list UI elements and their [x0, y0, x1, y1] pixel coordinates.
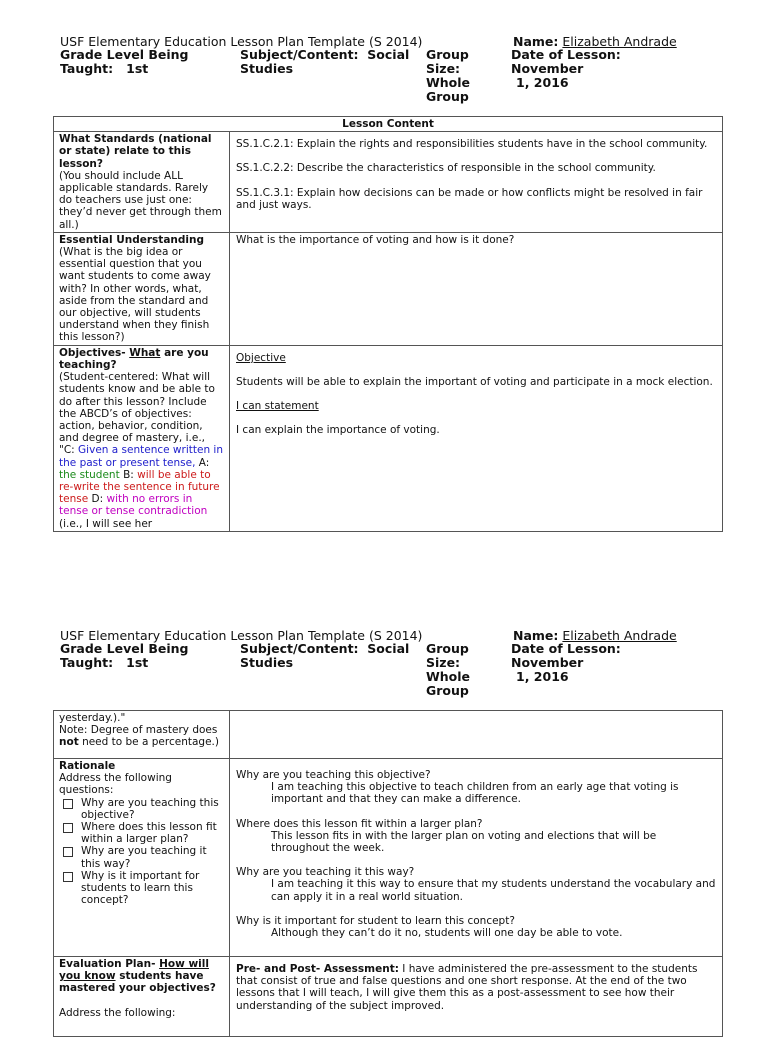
- objectives-cont-empty-cell: [230, 711, 723, 759]
- objectives-cell: Objective Students will be able to explain the important of voting and participate in a mock election. I can statement I can explain the importance of voting.: [230, 345, 723, 531]
- standards-label-cell: What Standards (national or state) relate to this lesson? (You should include ALL applicable standards. Rarely do teachers use just one: they’d never get through them all.): [54, 132, 230, 233]
- rationale-question: Why are you teaching this objective?: [236, 769, 431, 781]
- table-row: [54, 345, 723, 531]
- rationale-answer: I am teaching it this way to ensure that my students understand the vocabulary and can apply it in a real world situation.: [271, 878, 716, 903]
- table-title: Lesson Content: [54, 117, 723, 132]
- checkbox-icon: [63, 823, 73, 833]
- lesson-date: Date of Lesson: November 1, 2016: [511, 641, 621, 684]
- lesson-date: Date of Lesson: November 1, 2016: [511, 47, 621, 90]
- table-row: [54, 759, 723, 957]
- rationale-question: Why are you teaching it this way?: [236, 866, 415, 879]
- objective-heading: Objective: [236, 351, 286, 364]
- standard-item: SS.1.C.3.1: Explain how decisions can be made or how conflicts might be resolved in fair and just ways.: [236, 186, 703, 211]
- rationale-answer: This lesson fits in with the larger plan on voting and elections that will be throughout the week.: [271, 829, 657, 855]
- rationale-cell: [230, 759, 723, 957]
- table-row: [54, 132, 723, 233]
- checkbox-icon: [63, 847, 73, 857]
- standard-item: SS.1.C.2.2: Describe the characteristics of responsible in the school community.: [236, 162, 656, 175]
- name-field: Name: Elizabeth Andrade: [513, 628, 677, 643]
- lesson-content-table: [53, 116, 723, 532]
- rationale-answer: I am teaching this objective to teach children from an early age that voting is important and that they can make a difference.: [271, 781, 679, 806]
- template-title: USF Elementary Education Lesson Plan Template (S 2014): [60, 34, 423, 49]
- checklist-item: Why are you teaching this objective?: [59, 797, 224, 821]
- essential-cell: What is the importance of voting and how is it done?: [230, 232, 723, 345]
- checklist-item: Why are you teaching it this way?: [59, 845, 224, 869]
- rationale-question: Where does this lesson fit within a larger plan?: [236, 817, 483, 830]
- rationale-question: Why is it important for student to learn this concept?: [236, 914, 515, 927]
- rationale-label-cell: Rationale Address the following questions: Why are you teaching this objective? Where does this lesson fit within a larger plan? Why are you teaching it this way? Why is it important for students to learn this concept?: [54, 759, 230, 957]
- checklist-item: Where does this lesson fit within a larger plan?: [59, 821, 224, 845]
- template-title: USF Elementary Education Lesson Plan Template (S 2014): [60, 628, 423, 643]
- checklist-item: Why is it important for students to learn this concept?: [59, 870, 224, 907]
- grade-level: Grade Level Being Taught: 1st: [60, 47, 189, 76]
- teacher-name: Elizabeth Andrade: [562, 628, 677, 643]
- table-row: [54, 957, 723, 1037]
- ican-heading: I can statement: [236, 400, 319, 413]
- checkbox-icon: [63, 872, 73, 882]
- standards-cell: [230, 132, 723, 233]
- name-field: Name: Elizabeth Andrade: [513, 34, 677, 49]
- lesson-content-table-cont: [53, 710, 723, 1037]
- standard-item: SS.1.C.2.1: Explain the rights and responsibilities students have in the school community.: [236, 138, 708, 151]
- checkbox-icon: [63, 799, 73, 809]
- table-row: [54, 232, 723, 345]
- grade-level: Grade Level Being Taught: 1st: [60, 641, 189, 670]
- objectives-cont-cell: yesterday.)." Note: Degree of mastery does not need to be a percentage.): [54, 711, 230, 759]
- subject-content: Subject/Content: Social Studies: [240, 47, 410, 76]
- subject-content: Subject/Content: Social Studies: [240, 641, 410, 670]
- evaluation-cell: Pre- and Post- Assessment: I have administered the pre-assessment to the students that consist of true and false questions and one short response. At the end of the two lessons that I will teach, I will give them this as a post-assessment to see how their understanding of the subject improved.: [230, 957, 723, 1037]
- group-size: Group Size: Whole Group: [426, 641, 471, 698]
- evaluation-label-cell: Evaluation Plan- How will you know students have mastered your objectives? Address the following:: [54, 957, 230, 1037]
- table-row: [54, 711, 723, 759]
- group-size: Group Size: Whole Group: [426, 47, 471, 104]
- teacher-name: Elizabeth Andrade: [562, 34, 677, 49]
- essential-label-cell: Essential Understanding (What is the big idea or essential question that you want students to come away with? In other words, what, aside from the standard and our objective, will students understand when they finish this lesson?): [54, 232, 230, 345]
- objectives-label-cell: Objectives- What are you teaching? (Student-centered: What will students know and be able to do after this lesson? Include the ABCD’s of objectives: action, behavior, condition, and degree of mastery, i.e., "C: Given a sentence written in the past or present tense, A: the student B: will be able to re-write the sentence in future tense D: with no errors in tense or tense contradiction (i.e., I will see her: [54, 345, 230, 531]
- rationale-answer: Although they can’t do it no, students will one day be able to vote.: [271, 927, 623, 940]
